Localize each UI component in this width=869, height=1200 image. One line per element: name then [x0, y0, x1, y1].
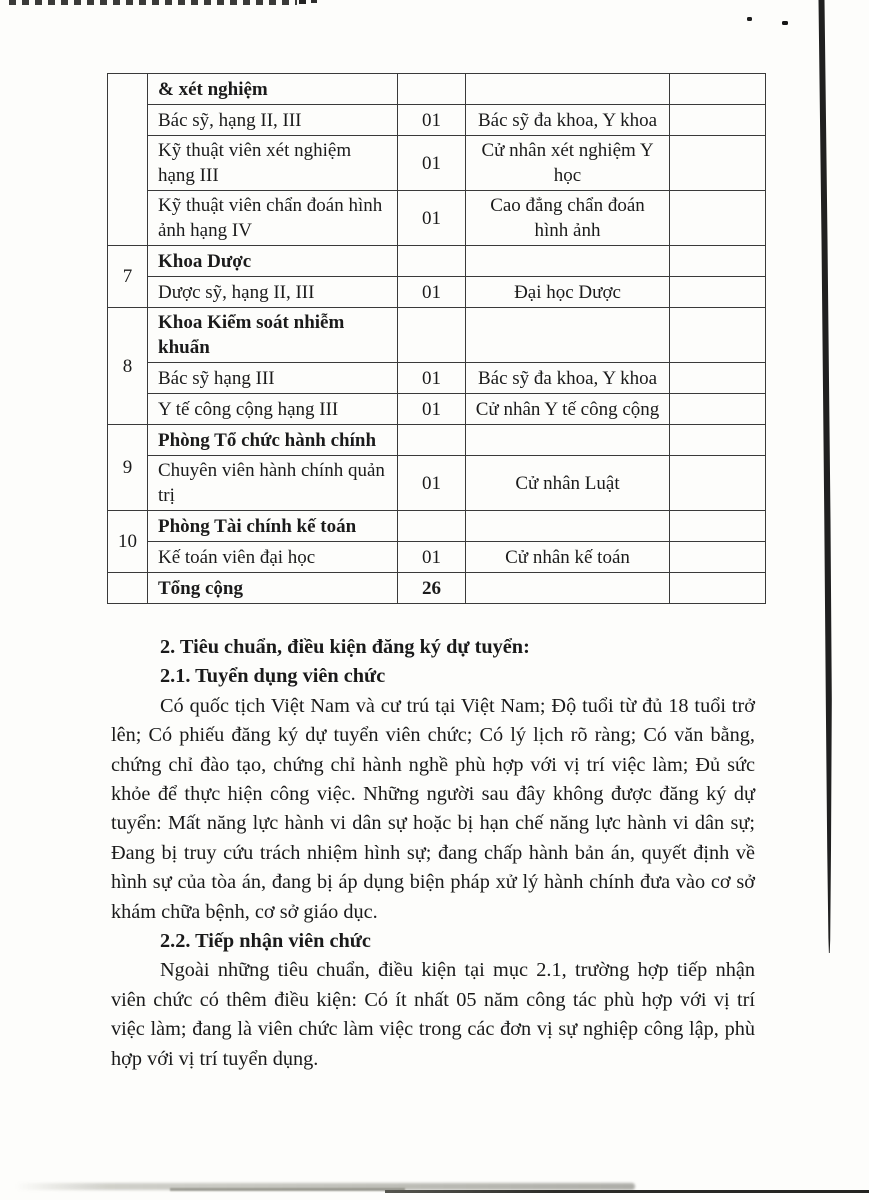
scan-artifact-speck [747, 17, 752, 21]
cell-position-title: & xét nghiệm [148, 74, 398, 105]
cell-quantity: 01 [398, 136, 466, 191]
table-row [108, 246, 766, 277]
cell-requirement: Bác sỹ đa khoa, Y khoa [466, 105, 670, 136]
cell-requirement [466, 308, 670, 363]
cell-quantity [398, 425, 466, 456]
cell-requirement: Cử nhân Luật [466, 456, 670, 511]
cell-requirement: Bác sỹ đa khoa, Y khoa [466, 363, 670, 394]
cell-position-title: Tổng cộng [148, 573, 398, 604]
cell-quantity: 01 [398, 542, 466, 573]
section-heading-2-1: 2.1. Tuyển dụng viên chức [160, 665, 386, 688]
scan-artifact-bottom-smudge [170, 1188, 405, 1191]
cell-position-title: Kế toán viên đại học [148, 542, 398, 573]
recruitment-table [107, 73, 766, 604]
cell-note-empty [670, 394, 766, 425]
table-row [108, 542, 766, 573]
cell-section-number: 9 [108, 425, 148, 511]
table-row [108, 394, 766, 425]
cell-note-empty [670, 363, 766, 394]
table-row [108, 511, 766, 542]
cell-requirement [466, 573, 670, 604]
cell-requirement: Đại học Dược [466, 277, 670, 308]
cell-quantity: 01 [398, 277, 466, 308]
cell-quantity [398, 308, 466, 363]
cell-quantity: 01 [398, 105, 466, 136]
recruitment-table-body [108, 74, 766, 604]
cell-note-empty [670, 456, 766, 511]
cell-position-title: Y tế công cộng hạng III [148, 394, 398, 425]
cell-note-empty [670, 511, 766, 542]
paragraph-2-2: Ngoài những tiêu chuẩn, điều kiện tại mục 2.1, trường hợp tiếp nhận viên chức có thêm điều kiện: Có ít nhất 05 năm công tác phù hợp với vị trí việc làm; đang là viên chức làm việc trong các đơn vị sự nghiệp công lập, phù hợp với vị trí tuyển dụng. [111, 959, 755, 1070]
cell-note-empty [670, 573, 766, 604]
cell-position-title: Bác sỹ, hạng II, III [148, 105, 398, 136]
section-heading-2-2: 2.2. Tiếp nhận viên chức [160, 930, 371, 953]
cell-section-number [108, 573, 148, 604]
cell-requirement: Cử nhân xét nghiệm Y học [466, 136, 670, 191]
table-row [108, 308, 766, 363]
cell-requirement: Cao đẳng chẩn đoán hình ảnh [466, 191, 670, 246]
cell-requirement [466, 425, 670, 456]
cell-position-title: Kỹ thuật viên chẩn đoán hình ảnh hạng IV [148, 191, 398, 246]
cell-requirement: Cử nhân Y tế công cộng [466, 394, 670, 425]
cell-note-empty [670, 74, 766, 105]
cell-position-title: Kỹ thuật viên xét nghiệm hạng III [148, 136, 398, 191]
table-row [108, 573, 766, 604]
body-text [111, 633, 755, 1074]
cell-requirement [466, 246, 670, 277]
table-row [108, 74, 766, 105]
cell-section-number: 7 [108, 246, 148, 308]
cell-position-title: Khoa Kiểm soát nhiễm khuẩn [148, 308, 398, 363]
table-row [108, 456, 766, 511]
table-row [108, 277, 766, 308]
scan-artifact-top-dashes [9, 0, 297, 5]
cell-section-number: 8 [108, 308, 148, 425]
cell-note-empty [670, 425, 766, 456]
cell-note-empty [670, 191, 766, 246]
cell-quantity [398, 511, 466, 542]
table-row [108, 136, 766, 191]
cell-requirement [466, 511, 670, 542]
cell-position-title: Phòng Tài chính kế toán [148, 511, 398, 542]
cell-position-title: Khoa Dược [148, 246, 398, 277]
table-row [108, 105, 766, 136]
table-row [108, 425, 766, 456]
cell-quantity [398, 246, 466, 277]
paragraph-2-1: Có quốc tịch Việt Nam và cư trú tại Việt Nam; Độ tuổi từ đủ 18 tuổi trở lên; Có phiếu đăng ký dự tuyển viên chức; Có lý lịch rõ ràng; Có văn bằng, chứng chỉ đào tạo, chứng chỉ hành nghề phù hợp với vị trí việc làm; Đủ sức khỏe để thực hiện công việc. Những người sau đây không được đăng ký dự tuyển: Mất năng lực hành vi dân sự hoặc bị hạn chế năng lực hành vi dân sự; Đang bị truy cứu trách nhiệm hình sự; đang chấp hành bản án, quyết định về hình sự của tòa án, đang bị áp dụng biện pháp xử lý hành chính đưa vào cơ sở khám chữa bệnh, cơ sở giáo dục. [111, 694, 755, 923]
cell-note-empty [670, 308, 766, 363]
scan-artifact-dash [311, 0, 317, 3]
table-row [108, 191, 766, 246]
cell-position-title: Phòng Tổ chức hành chính [148, 425, 398, 456]
cell-quantity: 01 [398, 191, 466, 246]
cell-quantity: 01 [398, 394, 466, 425]
cell-section-number: 10 [108, 511, 148, 573]
cell-position-title: Chuyên viên hành chính quản trị [148, 456, 398, 511]
cell-quantity [398, 74, 466, 105]
cell-requirement [466, 74, 670, 105]
cell-quantity: 26 [398, 573, 466, 604]
cell-note-empty [670, 277, 766, 308]
cell-position-title: Dược sỹ, hạng II, III [148, 277, 398, 308]
cell-note-empty [670, 136, 766, 191]
scan-artifact-bottom-line [385, 1190, 869, 1193]
scan-artifact-dash [299, 0, 306, 4]
cell-note-empty [670, 105, 766, 136]
cell-section-number [108, 74, 148, 246]
cell-quantity: 01 [398, 456, 466, 511]
section-heading-2: 2. Tiêu chuẩn, điều kiện đăng ký dự tuyển: [160, 636, 530, 658]
scan-artifact-speck [782, 21, 788, 25]
cell-requirement: Cử nhân kế toán [466, 542, 670, 573]
cell-note-empty [670, 246, 766, 277]
cell-note-empty [670, 542, 766, 573]
cell-position-title: Bác sỹ hạng III [148, 363, 398, 394]
cell-quantity: 01 [398, 363, 466, 394]
table-row [108, 363, 766, 394]
